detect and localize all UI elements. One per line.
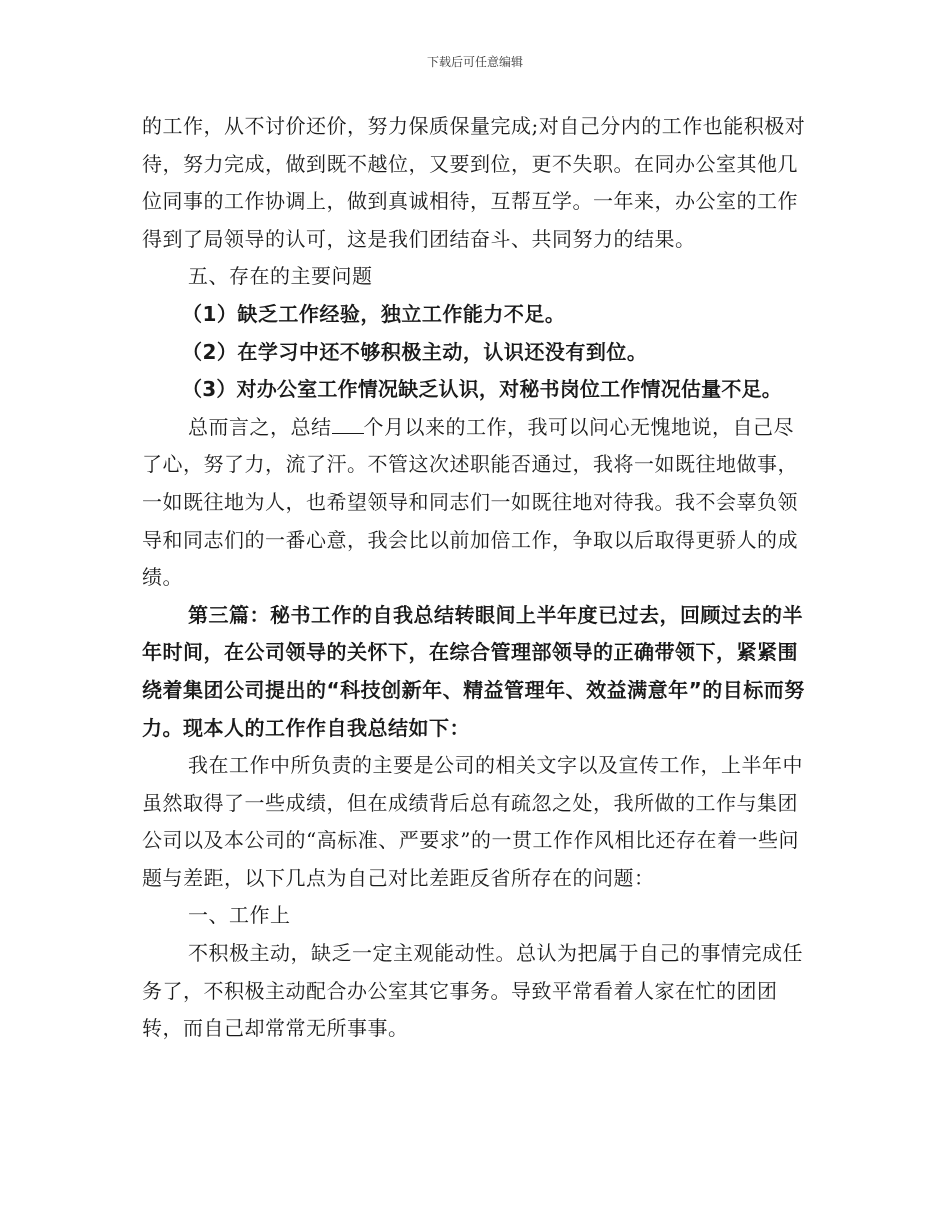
section-heading-problems: 五、存在的主要问题 xyxy=(188,264,373,289)
document-body xyxy=(142,108,812,1048)
summary-text-start: 总而言之，总结 xyxy=(188,414,332,439)
part-three-intro: 第三篇：秘书工作的自我总结转眼间上半年度已过去，回顾过去的半年时间，在公司领导的关怀下，在综合管理部领导的正确带领下，紧紧围绕着集团公司提出的“科技创新年、精益管理年、效益满意年”的目标而努力。现本人的工作作自我总结如下： xyxy=(142,602,805,740)
paragraph-work-attitude: 的工作，从不讨价还价，努力保质保量完成;对自己分内的工作也能积极对待，努力完成，做到既不越位，又要到位，更不失职。在同办公室其他几位同事的工作协调上，做到真诚相待，互帮互学。一年来，办公室的工作得到了局领导的认可，这是我们团结奋斗、共同努力的结果。 xyxy=(142,114,806,251)
paragraph-work-responsibility: 我在工作中所负责的主要是公司的相关文字以及宣传工作，上半年中虽然取得了一些成绩，但在成绩背后总有疏忽之处，我所做的工作与集团公司以及本公司的“高标准、严要求”的一贯工作作风相比还存在着一些问题与差距，以下几点为自己对比差距反省所存在的问题： xyxy=(142,753,803,890)
page-header-note: 下载后可任意编辑 xyxy=(426,55,523,69)
section-heading-work: 一、工作上 xyxy=(188,903,291,928)
problem-item-3: （3）对办公室工作情况缺乏认识，对秘书岗位工作情况估量不足。 xyxy=(182,377,782,402)
problem-item-2: （2）在学习中还不够积极主动，认识还没有到位。 xyxy=(182,339,648,364)
paragraph-work-issues: 不积极主动，缺乏一定主观能动性。总认为把属于自己的事情完成任务了，不积极主动配合办公室其它事务。导致平常看着人家在忙的团团转，而自己却常常无所事事。 xyxy=(142,941,803,1041)
paragraph-summary xyxy=(142,409,812,597)
problem-item-1: （1）缺乏工作经验，独立工作能力不足。 xyxy=(182,301,566,326)
summary-text-end: 个月以来的工作，我可以问心无愧地说，自己尽了心，努了力，流了汗。不管这次述职能否通过，我将一如既往地做事，一如既往地为人，也希望领导和同志们一如既往地对待我。我不会辜负领导和同志们的一番心意，我会比以前加倍工作，争取以后取得更骄人的成绩。 xyxy=(142,414,798,590)
fill-in-blank xyxy=(332,415,364,434)
